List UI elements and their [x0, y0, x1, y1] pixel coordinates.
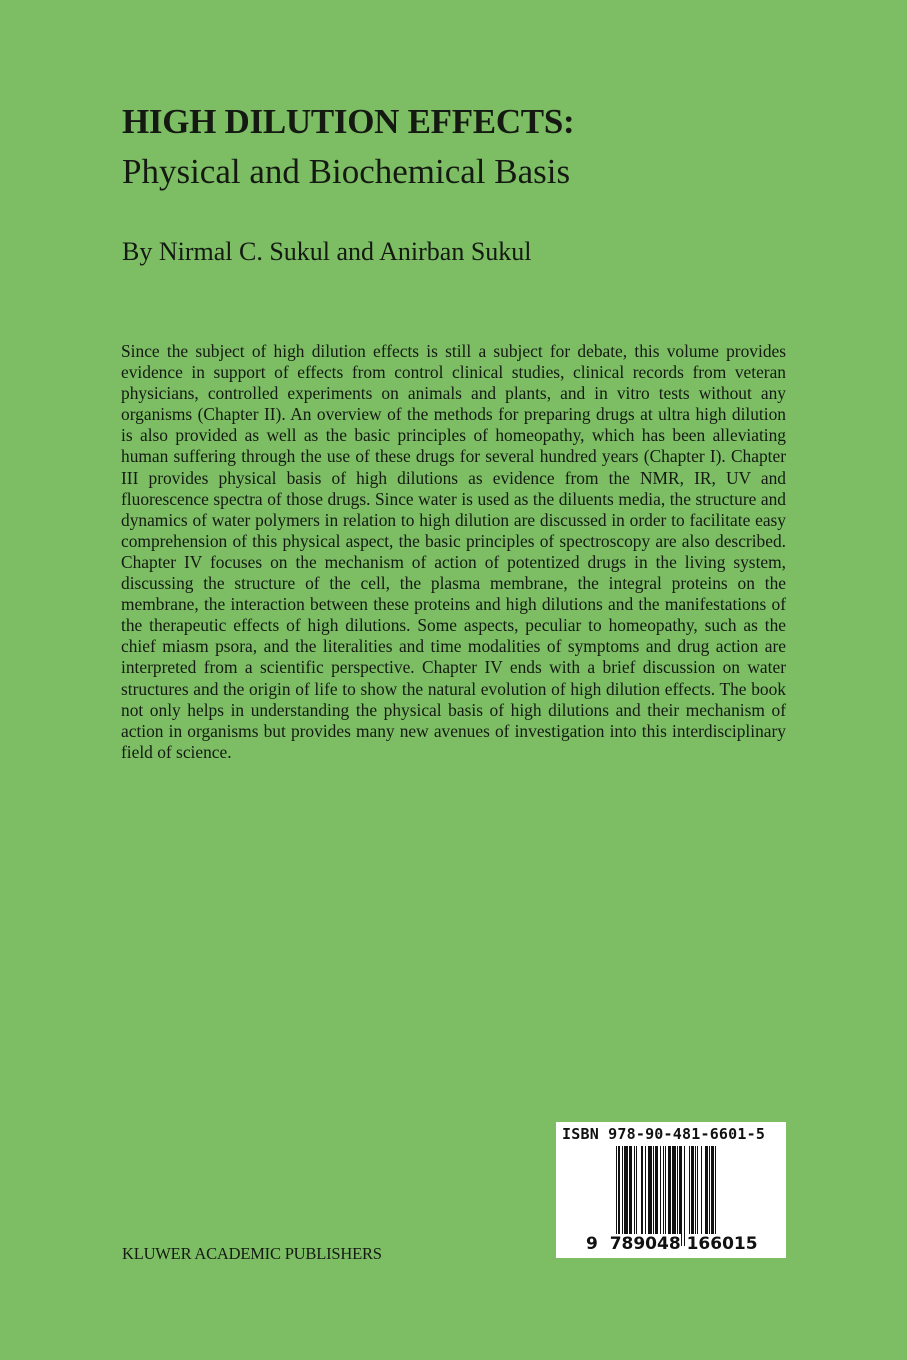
ean-group-2: 166015 [686, 1234, 758, 1254]
publisher-name: KLUWER ACADEMIC PUBLISHERS [122, 1244, 382, 1263]
authors-line: By Nirmal C. Sukul and Anirban Sukul [122, 237, 532, 266]
isbn-barcode [556, 1122, 786, 1258]
ean-digits [586, 1234, 758, 1254]
ean-first-digit: 9 [586, 1234, 598, 1254]
book-subtitle: Physical and Biochemical Basis [122, 152, 571, 191]
ean-group-1: 789048 [609, 1234, 681, 1254]
barcode-bars [616, 1146, 756, 1246]
isbn-label: ISBN 978-90-481-6601-5 [562, 1125, 766, 1143]
book-title: HIGH DILUTION EFFECTS: [122, 102, 575, 141]
book-description: Since the subject of high dilution effects is still a subject for debate, this volume provides evidence in support of effects from control clinical studies, clinical records from veteran physicians, controlled experiments on animals and plants, and in vitro tests without any organisms (Chapter II). An overview of the methods for preparing drugs at ultra high dilution is also provided as well as the basic principles of homeopathy, which has been alleviating human suffering through the use of these drugs for several hundred years (Chapter I). Chapter III provides physical basis of high dilutions as evidence from the NMR, IR, UV and fluorescence spectra of those drugs. Since water is used as the diluents media, the structure and dynamics of water polymers in relation to high dilution are discussed in order to facilitate easy comprehension of this physical aspect, the basic principles of spectroscopy are also described. Chapter IV focuses on the mechanism of action of potentized drugs in the living system, discussing the structure of the cell, the plasma membrane, the integral proteins on the membrane, the interaction between these proteins and high dilutions and the manifestations of the therapeutic effects of high dilutions. Some aspects, peculiar to homeopathy, such as the chief miasm psora, and the literalities and time modalities of symptoms and drug action are interpreted from a scientific perspective. Chapter IV ends with a brief discussion on water structures and the origin of life to show the natural evolution of high dilution effects. The book not only helps in understanding the physical basis of high dilutions and their mechanism of action in organisms but provides many new avenues of investigation into this interdisciplinary field of science. [121, 341, 786, 762]
